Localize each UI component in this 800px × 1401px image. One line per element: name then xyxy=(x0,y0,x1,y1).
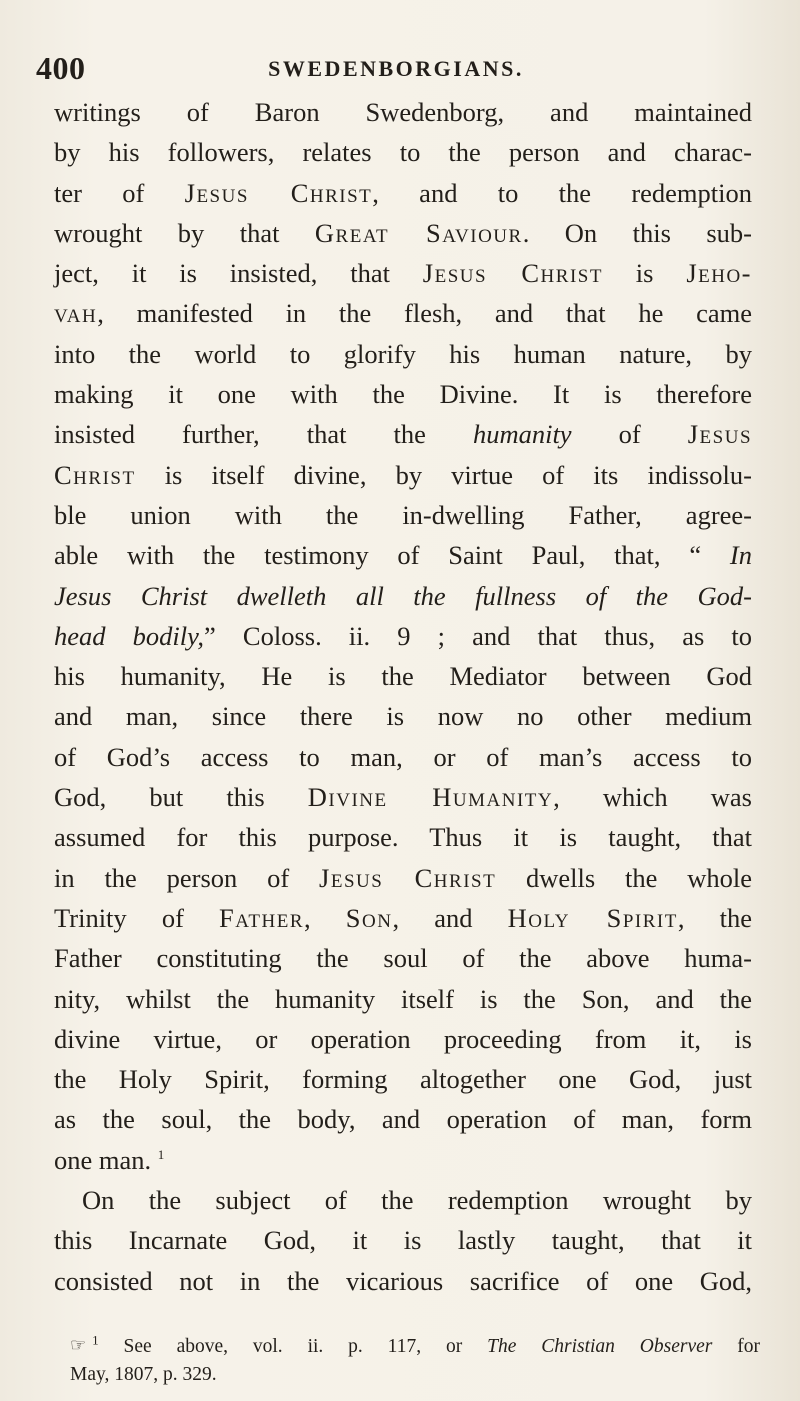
text-line: writings of Baron Swedenborg, and maintained xyxy=(54,97,752,127)
footnote-line: ☞ $^1$ See above, vol. ii. p. 117, or The Christian Observer for xyxy=(70,1330,760,1360)
small-caps-name: Holy Spirit xyxy=(507,902,678,933)
text-line: the Holy Spirit, forming altogether one God, just xyxy=(54,1064,752,1095)
pointing-hand-icon: ☞ xyxy=(70,1335,87,1355)
text-line: Christ is itself divine, by virtue of its indissolu- xyxy=(54,459,752,490)
small-caps-name: Christ xyxy=(54,459,136,490)
text-line: consisted not in the vicarious sacrifice of one God, xyxy=(54,1265,752,1296)
small-caps-name: Divine Humanity xyxy=(307,782,554,813)
text-line: assumed for this purpose. Thus it is taught, that xyxy=(54,822,752,853)
text-line: and man, since there is now no other medium xyxy=(54,701,752,732)
text-line: Father constituting the soul of the above huma- xyxy=(54,943,752,974)
text-line: ject, it is insisted, that Jesus Christ is Jeho- xyxy=(54,258,752,289)
small-caps-name: Jesus Christ xyxy=(319,862,497,893)
text-line: able with the testimony of Saint Paul, that, “ In xyxy=(54,540,752,571)
small-caps-name: Jeho- xyxy=(686,258,752,289)
text-line: vah, manifested in the flesh, and that he came xyxy=(54,298,752,329)
text-line: as the soul, the body, and operation of man, form xyxy=(54,1104,752,1135)
text-line: head bodily,” Coloss. ii. 9 ; and that thus, as to xyxy=(54,620,753,651)
text-line: nity, whilst the humanity itself is the Son, and the xyxy=(54,983,752,1014)
small-caps-name: Father xyxy=(219,902,305,933)
text-line: by his followers, relates to the person and charac- xyxy=(54,137,752,168)
small-caps-name: Jesus xyxy=(687,419,753,450)
small-caps-name: Son xyxy=(345,902,393,933)
small-caps-name: Jesus Christ xyxy=(184,177,373,208)
text-line: into the world to glorify his human nature, by xyxy=(54,338,752,369)
footnote-reference[interactable]: 1 xyxy=(157,1146,165,1162)
footnote xyxy=(70,1330,760,1390)
italic-text: Jesus Christ dwelleth all the fullness of the God- xyxy=(54,580,752,611)
text-line: On the subject of the redemption wrought by xyxy=(82,1185,752,1216)
italic-text: The Christian Observer xyxy=(487,1336,713,1357)
text-line: this Incarnate God, it is lastly taught, that it xyxy=(54,1225,752,1256)
text-line: God, but this Divine Humanity, which was xyxy=(54,782,752,813)
text-line: Trinity of Father, Son, and Holy Spirit, the xyxy=(54,902,752,933)
small-caps-name: Great Saviour xyxy=(314,217,523,248)
italic-text: humanity xyxy=(472,419,572,450)
italic-text: head bodily, xyxy=(54,620,205,651)
small-caps-name: Jesus Christ xyxy=(422,258,603,289)
text-line: in the person of Jesus Christ dwells the whole xyxy=(54,862,753,893)
text-line: divine virtue, or operation proceeding from it, is xyxy=(54,1023,752,1054)
running-title: SWEDENBORGIANS. xyxy=(268,56,524,81)
text-line: ble union with the in-dwelling Father, agree- xyxy=(54,499,752,530)
body-text xyxy=(54,92,752,1301)
text-line: making it one with the Divine. It is therefore xyxy=(54,379,752,410)
running-head xyxy=(36,50,756,90)
footnote-line: May, 1807, p. 329. xyxy=(70,1364,217,1385)
paragraph-end-line: one man. $^1$ xyxy=(54,1144,165,1175)
text-line: insisted further, that the humanity of Jesus xyxy=(54,419,753,450)
text-line: ter of Jesus Christ, and to the redemption xyxy=(54,177,753,208)
page-number: 400 xyxy=(36,50,86,86)
text-line: his humanity, He is the Mediator between God xyxy=(54,661,752,692)
footnote-marker: 1 xyxy=(92,1332,99,1348)
text-line xyxy=(54,576,752,616)
small-caps-name: vah xyxy=(54,298,98,329)
text-line: wrought by that Great Saviour. On this sub- xyxy=(54,217,752,248)
text-line: of God’s access to man, or of man’s access to xyxy=(54,741,752,772)
italic-text: In xyxy=(729,540,752,571)
